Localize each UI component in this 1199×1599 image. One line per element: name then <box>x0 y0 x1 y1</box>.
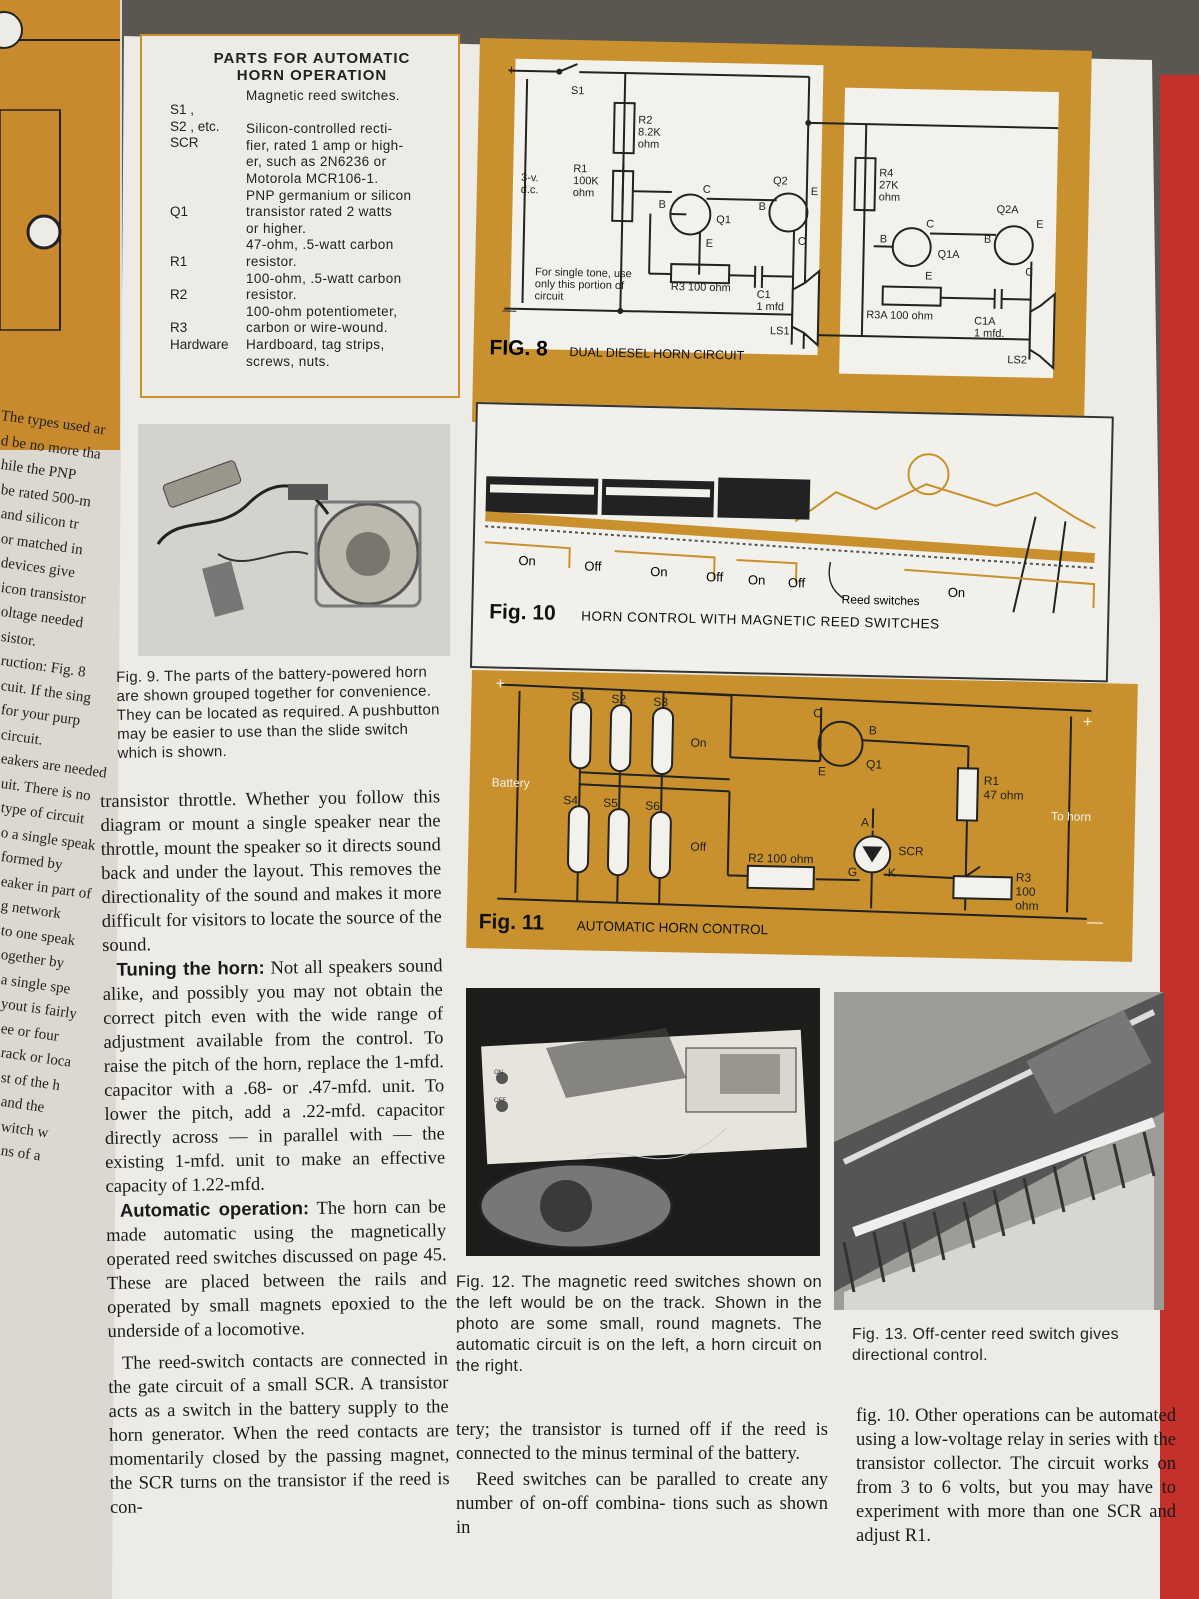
fig11-r2: R2 100 ohm <box>747 850 814 867</box>
left-page-fragment: type of circuit <box>0 800 86 828</box>
parts-list-box <box>140 34 460 398</box>
fig8-c1av: 1 mfd. <box>973 327 1005 341</box>
parts-list-title <box>202 50 422 84</box>
left-page-orange-figure <box>0 0 120 450</box>
fig11-s2: S2 <box>611 691 627 707</box>
left-page-fragment: icon transistor <box>0 579 87 608</box>
parts-item-label: Q1 <box>170 204 189 220</box>
fig8-q1-b: B <box>658 198 667 211</box>
parts-item-desc: PNP germanium or silicon <box>246 187 412 203</box>
fig8-number: FIG. 8 <box>489 336 549 361</box>
fig11-panel <box>466 670 1138 962</box>
fig8-note1: For single tone, use <box>534 266 632 281</box>
fig8-ls1: LS1 <box>769 325 790 338</box>
parts-item-label: R2 <box>170 287 188 303</box>
fig8-r2u: ohm <box>637 138 660 151</box>
fig10-seg-4: Off <box>705 569 724 585</box>
fig8-c1: C1 <box>756 288 771 302</box>
fig11-diagram <box>466 670 1138 962</box>
fig10-seg-3: On <box>650 563 668 580</box>
fig11-title: AUTOMATIC HORN CONTROL <box>576 918 769 938</box>
col1-paragraph-2 <box>102 953 445 1199</box>
parts-item-label: S1 , <box>170 102 195 117</box>
left-page-fragment: st of the h <box>0 1069 61 1094</box>
parts-item-desc: Magnetic reed switches. <box>246 88 401 103</box>
left-page-fragment: uit. There is no <box>0 775 92 804</box>
parts-item-label: SCR <box>170 135 199 151</box>
fig11-scr: SCR <box>898 843 924 859</box>
col1-paragraph-3-text: The horn can be made automatic using the magnetically operated reed switches discussed on page 45. These are placed between the rails and operated by small magnets epoxied to the underside of a locomotive. <box>106 1197 448 1342</box>
parts-item-desc: er, such as 2N6236 or <box>246 154 387 170</box>
fig8-diagram <box>472 38 1092 435</box>
fig11-r1v: 47 ohm <box>983 787 1024 803</box>
fig11-q1: Q1 <box>865 757 883 772</box>
fig8-c1a: C1A <box>974 315 996 328</box>
fig8-q1a-e: E <box>924 270 933 283</box>
fig8-r4: R4 <box>879 167 894 180</box>
fig8-r2: R2 <box>638 114 653 127</box>
fig8-r2v: 8.2K <box>637 126 661 139</box>
fig10-seg-5: On <box>747 572 766 588</box>
fig8-q2a-b: B <box>983 233 992 246</box>
fig11-s5: S5 <box>603 795 619 811</box>
fig11-off: Off <box>690 839 707 854</box>
left-page-fragment: ns of a <box>0 1143 42 1165</box>
parts-item-desc: Silicon-controlled recti- <box>246 121 393 137</box>
fig9-photo-illustration <box>138 424 450 656</box>
fig8-q1a: Q1A <box>937 248 960 262</box>
fig10-seg-1: On <box>518 553 536 569</box>
left-page-fragment: circuit. <box>0 726 44 749</box>
fig11-number: Fig. 11 <box>478 910 545 935</box>
fig11-r3v: 100 <box>1015 884 1036 899</box>
fig10-panel <box>470 402 1114 682</box>
left-page-fragment: hile the PNP <box>0 457 78 484</box>
fig8-q2: Q2 <box>772 175 788 188</box>
fig8-note2: only this portion of <box>534 278 625 293</box>
col1-heading-tuning: Tuning the horn: <box>116 956 265 980</box>
fig11-b: B <box>868 723 877 738</box>
fig8-r3: R3 100 ohm <box>670 281 731 295</box>
left-page-fragment: The types used ar <box>0 408 107 439</box>
left-page-fragment: yout is fairly <box>0 996 78 1023</box>
fig12-photo-illustration <box>466 988 820 1256</box>
parts-item-label: Hardware <box>170 337 229 352</box>
col2-paragraph-2 <box>456 1468 828 1540</box>
left-page-fragment: witch w <box>0 1118 50 1142</box>
left-page-fragment: sistor. <box>0 628 38 650</box>
fig8-q2a-e: E <box>1036 218 1044 231</box>
col1-paragraph-2-text: Not all speakers sound alike, and possibly you may not obtain the correct pitch even with the wide range of adjustment available from the control. To raise the pitch of the horn, replace the 1-mfd. capacitor with a .68- or .47-mfd. unit. To lower the pitch, add a .22-mfd. capacitor directly across — in parallel with — the existing 1-mfd. unit to make an effective capacity of 1.22-mfd. <box>102 956 446 1197</box>
left-page-circuit-fragment <box>0 0 120 450</box>
fig8-q1-e: E <box>705 237 714 250</box>
parts-item-desc: Hardboard, tag strips, <box>246 337 385 352</box>
col2-paragraph-1: tery; the transistor is turned off if the reed is connected to the minus terminal of the battery. <box>456 1420 828 1464</box>
fig10-seg-2: Off <box>584 558 602 574</box>
col2-paragraph-2-text: Reed switches can be paralled to create any number of on-off combina- <box>456 1470 828 1514</box>
parts-item-label: R1 <box>170 254 188 269</box>
fig8-q2-b: B <box>758 200 766 214</box>
parts-item-desc: screws, nuts. <box>246 353 330 369</box>
fig11-battery: Battery <box>491 775 530 791</box>
fig8-s1: S1 <box>570 84 585 98</box>
parts-title-line1: PARTS FOR AUTOMATIC <box>213 50 411 67</box>
parts-item-label: S2 , etc. <box>170 118 220 134</box>
fig8-q1a-c: C <box>926 218 935 231</box>
fig8-r1u: ohm <box>572 186 595 200</box>
fig11-s6: S6 <box>645 798 661 813</box>
fig8-q1a-b: B <box>879 233 888 246</box>
parts-item-label: R3 <box>170 320 188 336</box>
left-page-fragment: eakers are needed <box>0 751 108 782</box>
fig8-q2-c: C <box>797 235 806 248</box>
fig8-r1: R1 <box>573 162 588 176</box>
fig12-caption: Fig. 12. The magnetic reed switches shown on the left would be on the track. Shown in the photo are some small, round magnets. The automatic circuit is on the left, a horn circuit on the right. <box>456 1273 822 1375</box>
fig9-photo <box>138 424 450 656</box>
parts-item-desc: 47-ohm, .5-watt carbon <box>246 237 394 253</box>
fig8-r1v: 100K <box>572 174 599 188</box>
fig12-on-label: ON <box>494 1070 503 1076</box>
fig11-r3: R3 <box>1015 870 1032 885</box>
left-page-fragment: ogether by <box>0 947 66 972</box>
column-1-text <box>100 785 450 1520</box>
parts-item-desc: 100-ohm potentiometer, <box>246 303 398 319</box>
parts-item-desc: Motorola MCR106-1. <box>246 171 379 186</box>
fig12-off-label: OFF <box>494 1098 506 1104</box>
col1-paragraph-1: transistor throttle. Whether you follow this diagram or mount a single speaker near the throttle, mount the speaker so it directs sound back and under the layout. This removes the directionality of the sound and makes it more difficult for visitors to locate the source of the sound. <box>100 787 442 956</box>
fig11-s3: S3 <box>653 694 669 710</box>
fig8-title: DUAL DIESEL HORN CIRCUIT <box>569 344 745 363</box>
fig10-seg-6: Off <box>787 575 806 591</box>
fig10-reed-label: Reed switches <box>841 592 920 609</box>
parts-item-desc: or higher. <box>246 220 307 236</box>
fig8-r4u: ohm <box>878 191 901 204</box>
left-page-fragment: and silicon tr <box>0 506 80 533</box>
fig12-photo <box>466 988 820 1256</box>
fig13-photo-illustration <box>834 992 1164 1310</box>
left-page-fragment: o a single speak <box>0 824 97 854</box>
fig10-number: Fig. 10 <box>488 600 557 625</box>
fig8-minus: — <box>502 301 517 318</box>
fig11-a: A <box>860 815 870 830</box>
red-book-edge <box>1160 75 1199 1599</box>
fig11-on: On <box>690 735 707 750</box>
left-page-fragment: devices give <box>0 555 76 582</box>
fig8-q2-e: E <box>810 185 819 199</box>
fig11-s1: S1 <box>571 689 587 704</box>
fig8-q2a-c: C <box>1025 266 1034 279</box>
left-page-fragment: be rated 500-m <box>0 481 92 510</box>
left-page-fragment: eaker in part of <box>0 873 93 903</box>
fig9-caption: Fig. 9. The parts of the battery-powered horn are shown grouped together for convenience. They can be located as required. A pushbutton may be easier to use than the slide switch which is shown. <box>116 663 440 762</box>
left-page-fragment: to one speak <box>0 922 77 949</box>
fig8-q2a: Q2A <box>996 203 1019 217</box>
fig8-ls2: LS2 <box>1007 354 1028 367</box>
left-page-fragment: g network <box>0 898 62 923</box>
left-page-fragment: for your purp <box>0 702 82 729</box>
fig8-note3: circuit <box>534 290 564 303</box>
col1-paragraph-3 <box>106 1194 448 1344</box>
left-page-fragment: formed by <box>0 849 64 874</box>
column-3-text <box>856 1404 1176 1548</box>
fig11-tohorn: To horn <box>1050 809 1092 824</box>
parts-item-desc: fier, rated 1 amp or high- <box>246 137 404 153</box>
col1-paragraph-4: The reed-switch contacts are connected in the gate circuit of a small SCR. A transistor acts as a switch in the battery supply to the horn generator. When the reed contacts are momentarily closed by the passing magnet, the SCR turns on the transistor if the reed is con- <box>108 1349 450 1518</box>
fig11-r1: R1 <box>983 773 1000 789</box>
fig8-plus: + <box>507 61 516 78</box>
fig8-r4v: 27K <box>878 179 899 192</box>
fig8-r3a: R3A 100 ohm <box>866 309 934 323</box>
fig8-supply2: d.c. <box>520 183 539 197</box>
fig8-supply1: 3-v. <box>520 171 539 185</box>
fig11-s4: S4 <box>563 792 579 808</box>
left-page-fragment: a single spe <box>0 971 72 998</box>
parts-item-desc: carbon or wire-wound. <box>246 320 388 336</box>
fig13-caption: Fig. 13. Off-center reed switch gives directional control. <box>852 1326 1119 1364</box>
left-page-fragment: and the <box>0 1094 46 1116</box>
fig8-q1-c: C <box>702 183 711 196</box>
column-2-text <box>456 1418 828 1540</box>
fig13-photo <box>834 992 1164 1310</box>
fig8-panel <box>472 38 1092 435</box>
fig11-e: E <box>817 764 827 779</box>
fig11-c: C <box>813 706 822 721</box>
col2-paragraph-2-cont: tions such as shown in <box>456 1494 828 1538</box>
left-page-fragment: rack or loca <box>0 1045 73 1071</box>
fig11-plus: + <box>495 675 506 693</box>
fig8-q1: Q1 <box>716 213 732 227</box>
col1-heading-automatic: Automatic operation: <box>119 1197 310 1221</box>
left-page-fragment: ruction: Fig. 8 <box>0 653 87 681</box>
fig10-title: HORN CONTROL WITH MAGNETIC REED SWITCHES <box>581 608 940 632</box>
parts-item-desc: transistor rated 2 watts <box>246 204 393 220</box>
left-page-fragment: oltage needed <box>0 604 85 632</box>
col3-paragraph-1: fig. 10. Other operations can be automated using a low-voltage relay in series with the transistor collector. The circuit works on from 3 to 6 volts, but you may have to experiment with more than one SCR and adjust R1. <box>856 1406 1176 1546</box>
parts-item-desc: resistor. <box>246 254 297 269</box>
fig10-seg-7: On <box>947 584 966 601</box>
left-page-fragment: d be no more tha <box>0 432 102 463</box>
left-page-fragment: or matched in <box>0 530 84 558</box>
parts-title-line2: HORN OPERATION <box>236 67 388 84</box>
left-page-fragment: ee or four <box>0 1020 60 1045</box>
fig11-g: G <box>847 864 858 880</box>
parts-item-desc: 100-ohm, .5-watt carbon <box>246 270 402 286</box>
fig11-minus: — <box>1086 913 1104 932</box>
fig10-diagram <box>472 404 1112 680</box>
fig11-k: K <box>887 865 897 880</box>
left-page-fragment: cuit. If the sing <box>0 677 92 706</box>
fig8-c1v: 1 mfd <box>756 300 785 314</box>
parts-item-desc: resistor. <box>246 287 297 303</box>
fig11-r3u: ohm <box>1015 898 1039 913</box>
fig11-plus-right: + <box>1082 713 1093 732</box>
